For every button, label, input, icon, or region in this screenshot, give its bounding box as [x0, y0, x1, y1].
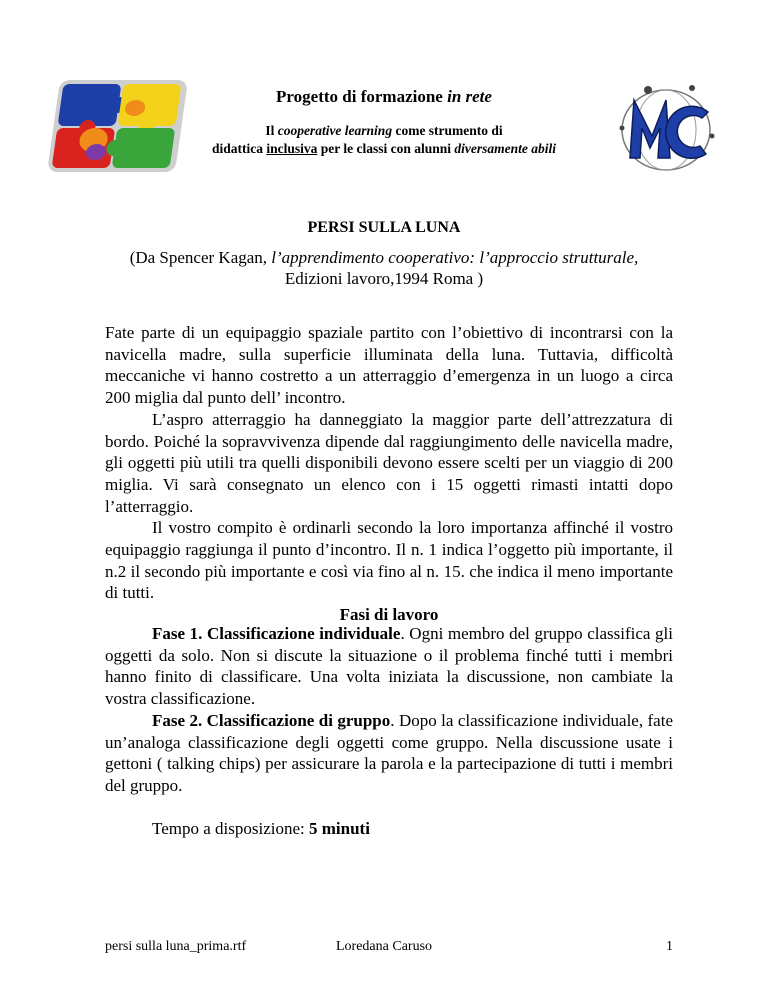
footer-author: Loredana Caruso: [336, 939, 433, 954]
citation-book-title: l’apprendimento cooperativo: l’approccio strutturale,: [271, 248, 639, 267]
citation-line1: [80, 247, 688, 268]
header-sub-text: didattica: [211, 141, 267, 156]
fasi-heading: Fasi di lavoro: [339, 605, 439, 625]
header-sub-underlined: inclusiva: [266, 141, 318, 156]
fase-2-label: Fase 2. Classificazione di gruppo: [152, 710, 391, 730]
header-sub-italic: cooperative learning: [277, 123, 393, 138]
fase-1-paragraph: [105, 623, 673, 710]
tempo-line: [105, 818, 673, 840]
header-sub-text: per le classi con alunni: [317, 141, 455, 156]
header-subtitle-line2: [180, 140, 588, 158]
header-subtitle-line1: [180, 122, 588, 140]
tempo-label: Tempo a disposizione:: [152, 819, 309, 838]
tempo-value: 5 minuti: [308, 819, 370, 838]
fase-1-text: . Ogni membro del gruppo classifica gli oggetti da solo. Non si discute la situazione o il problema finché tutti i membri hanno finito di classificare. Una volta iniziata la discussione, non cambiate la vostra classificazione.: [105, 624, 673, 709]
fase-2-text: . Dopo la classificazione individuale, fate un’analoga classificazione degli oggetti come gruppo. Nella discussione usate i gettoni ( talking chips) per assicurare la parola e la partecipazione di tutti i membri del gruppo.: [105, 710, 673, 795]
header-title-main: Progetto di formazione: [276, 87, 448, 106]
paragraph-1: Fate parte di un equipaggio spaziale partito con l’obiettivo di incontrarsi con la navicella madre, sulla superficie illuminata della luna. Tuttavia, difficoltà meccaniche vi hanno costretto a un atterraggio d’emergenza in un luogo a circa 200 miglia dal punto dell’ incontro.: [105, 323, 673, 408]
header-subtitle: [180, 122, 588, 158]
mc-globe-logo-icon: [612, 78, 720, 176]
header-title: [180, 87, 588, 107]
header-title-italic: in rete: [447, 87, 492, 106]
tempo-paragraph: [105, 818, 673, 840]
header-sub-text: come strumento di: [392, 123, 503, 138]
body-section-intro: [105, 322, 673, 626]
body-section-fasi: [105, 623, 673, 797]
page-title: PERSI SULLA LUNA: [307, 219, 461, 236]
paragraph-3: Il vostro compito è ordinarli secondo la loro importanza affinché il vostro equipaggio raggiunga il punto d’incontro. Il n. 1 indica l’oggetto più importante, il n.2 il secondo più importante e così via fino al n. 15. che indica il meno importante di tutti.: [105, 518, 673, 603]
citation: [80, 247, 688, 289]
footer-filename: persi sulla luna_prima.rtf: [105, 939, 247, 954]
fase-2-paragraph: [105, 710, 673, 797]
puzzle-logo-icon: [48, 72, 190, 177]
header-sub-text: Il: [265, 123, 278, 138]
citation-line2: Edizioni lavoro,1994 Roma ): [284, 269, 484, 288]
citation-text: (Da Spencer Kagan,: [129, 248, 272, 267]
paragraph-2: L’aspro atterraggio ha danneggiato la maggior parte dell’attrezzatura di bordo. Poiché la sopravvivenza dipende dal raggiungimento delle navicella madre, gli oggetti più utili tra quelli disponibili devono essere scelti per un viaggio di 200 miglia. Vi sarà consegnato un elenco con i 15 oggetti rimasti intatti dopo l’atterraggio.: [105, 409, 673, 516]
footer-page-number: 1: [666, 939, 673, 954]
fase-1-label: Fase 1. Classificazione individuale: [152, 624, 401, 643]
header-sub-italic: diversamente abili: [454, 141, 557, 156]
